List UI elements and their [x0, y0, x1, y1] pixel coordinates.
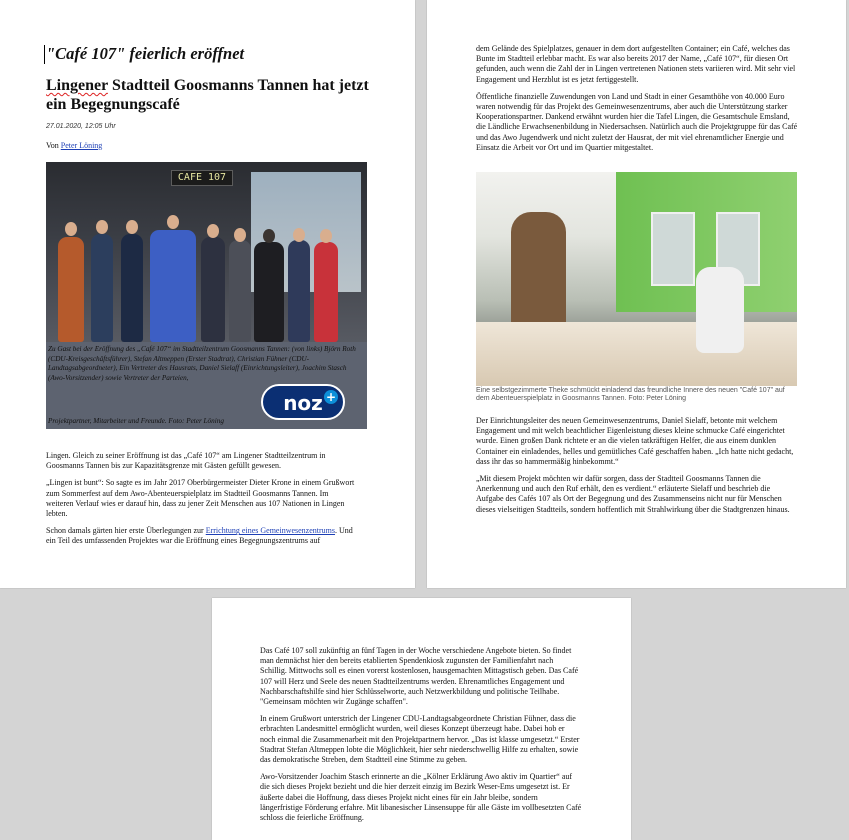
- paragraph: Öffentliche finanzielle Zuwendungen von Land und Stadt in einer Gesamthöhe von 40.000 Euro waren notwendig für das Projekt des Gemeinwesenzentrums, aber auch die Unterstützung starker Kooperationspartner. Dankend erwähnt wurden hier die Tafel Lingen, die Gesamtschule Emsland, die Ländliche Erwachsenenbildung in Niedersachsen. Natürlich auch die Projektgruppe für das Café und das Awo Jugendwerk und nicht zuletzt der Hausrat, der mit viel ehrenamtlicher Energie und Einsatz die Arbeit vor Ort und im Quartier mitgestaltet.: [476, 91, 798, 152]
- author-prefix: Von: [46, 141, 61, 150]
- person-figure: [121, 234, 143, 342]
- article-headline[interactable]: [46, 76, 376, 114]
- paragraph: Das Café 107 soll zukünftig an fünf Tagen in der Woche verschiedene Angebote bieten. So findet man demnächst hier den bereits etablierten Spendenkiosk zugunsten der Familienfahrt nach Schillig. Mittwochs soll es einen vorerst kostenlosen, hausgemachten Mittagstisch geben. Das Café 107 will Herz und Seele des neuen Stadtteilzentrums werden. Ehrenamtliches Engagement und Nachbarschaftshilfe sind hier Schlüsselworte, auch Netzwerkbildung und politische Teilhabe. "Gemeinsam möchten wir Zugänge schaffen".: [260, 646, 579, 707]
- document-page-3: [212, 598, 631, 840]
- person-head: [65, 222, 77, 236]
- photo-caption: Zu Gast bei der Eröffnung des „Café 107“ im Stadtteilzentrum Goosmanns Tannen: (von links) Björn Roth (CDU-Kreisgeschäftsführer), Stefan Altmeppen (Erster Stadtrat), Christian Fühner (CDU-Landtagsabgeordneter), Ein Vertreter des Hausrats, Daniel Sielaff (Einrichtungsleiter), Joachim Stasch (Awo-Vorsitzender) sowie Vertreter der Parteien,: [48, 345, 356, 382]
- noz-logo-text: noz: [283, 391, 323, 415]
- photo-caption-area: [46, 342, 367, 429]
- person-figure: [58, 237, 84, 342]
- text-cursor: [44, 45, 45, 64]
- gemeinwesenzentrum-link[interactable]: Errichtung eines Gemeinwesenzentrums: [205, 526, 336, 536]
- paragraph: Der Einrichtungsleiter des neuen Gemeinwesenzentrums, Daniel Sielaff, betonte mit welchem Engagement und mit welch beachtlicher Eigenleistung dieses kleine schmucke Café eingerichtet wurde. Einen großen Dank richtete er an die vielen tatkräftigen Helfer, die aus einem dunklen Container ein einladendes, helles und gemütliches Café geschaffen haben. „Ich hatte nicht gedacht, dass ihr das so hammermäßig hinbekommt.“: [476, 416, 794, 466]
- person-head: [96, 220, 108, 234]
- paragraph: [46, 526, 358, 546]
- document-page-2: [427, 0, 846, 588]
- person-head: [167, 215, 179, 229]
- paragraph-end: . Und ein Teil des umfassenden Projektes war die Eröffnung eines Begegnungszentrums auf: [46, 526, 353, 546]
- person-figure: [229, 240, 251, 342]
- person-figure: [150, 230, 196, 342]
- person-head: [126, 220, 138, 234]
- headline-rest: Stadtteil Goosmanns Tannen hat jetzt ein Begegnungscafé: [46, 77, 369, 113]
- article-body-page2-bottom: [476, 416, 798, 522]
- article-body-page1: [46, 451, 358, 554]
- person-figure: [288, 240, 310, 342]
- publish-date: 27.01.2020, 12:05 Uhr: [46, 123, 116, 130]
- article-title[interactable]: "Café 107" feierlich eröffnet: [46, 44, 245, 63]
- person-figure: [91, 234, 113, 342]
- person-head: [293, 228, 305, 242]
- paragraph: „Mit diesem Projekt möchten wir dafür sorgen, dass der Stadtteil Goosmanns Tannen die Anerkennung und auch den Ruf erhält, den es verdient.“ erläuterte Sielaff und beschrieb die Aufgabe des Cafés 107 als Ort der Begegnung und des Zusammenseins nicht nur für Menschen dieses vielseitigen Stadtteils, sondern hoffentlich mit Strahlwirkung über die Stadtgrenzen hinaus.: [476, 474, 790, 514]
- photo-counter: [476, 322, 797, 386]
- paragraph: Lingen. Gleich zu seiner Eröffnung ist das „Café 107“ am Lingener Stadtteilzentrum in Goosmanns Tannen bis zur Kapazitätsgrenze mit Gästen gefüllt gewesen.: [46, 451, 326, 471]
- photo-caption: Eine selbstgezimmerte Theke schmückt einladend das freundliche Innere des neuen "Café 107" auf dem Abenteuerspielplatz in Goosmanns Tannen. Foto: Peter Löning: [476, 387, 785, 403]
- author-link[interactable]: Peter Löning: [60, 141, 103, 150]
- person-figure: [201, 237, 225, 342]
- photo-llama-figure: [696, 267, 744, 353]
- document-page-1: [0, 0, 415, 588]
- noz-logo: [261, 384, 345, 420]
- person-figure: [314, 242, 338, 342]
- paragraph: Awo-Vorsitzender Joachim Stasch erinnerte an die „Kölner Erklärung Awo aktiv im Quartier“ auf die sich dieses Projekt bezieht und die hier derzeit einzig im Bezirk Weser-Ems umgesetzt ist. Er äußerte dabei die Hoffnung, dass dieses Projekt nicht eines für ein Jahr bleibe, sondern längerfristige Förderung erfahre. Mit libanesischer Linsensuppe für alle Gäste im vollbesetzten Café schloss die feierliche Eröffnung.: [260, 772, 582, 823]
- plus-icon: +: [325, 390, 337, 404]
- paragraph-start: Schon damals gärten hier erste Überlegungen zur: [46, 526, 206, 536]
- group-photo[interactable]: [46, 162, 367, 429]
- paragraph: dem Gelände des Spielplatzes, genauer in dem dort aufgestellten Container; ein Café, welches das Bunte im Stadtteil erlebbar macht. Es war also bereits 2017 der Name, „Café 107“, für diesen Ort gefunden, auch wenn die Zahl der in Lingen vertretenen Nationen stets variieren wird. Mit sehr viel Engagement und Herzblut ist es jetzt fertiggestellt.: [476, 44, 796, 84]
- person-head: [234, 228, 246, 242]
- cafe-interior-photo[interactable]: [476, 172, 797, 386]
- person-head: [207, 224, 219, 238]
- author-line: [46, 141, 102, 150]
- person-head: [263, 229, 275, 243]
- article-body-page3: [260, 646, 582, 830]
- article-body-page2-top: [476, 44, 798, 160]
- paragraph: In einem Grußwort unterstrich der Lingener CDU-Landtagsabgeordnete Christian Fühner, dass die erbrachten Landesmittel ermöglicht wurden, weil dieses Konzept überzeugt habe. Dabei hob er noch einmal die Zusammenarbeit mit den Projektpartnern hervor. „Das ist klasse umgesetzt.“ Erster Stadtrat Stefan Altmeppen lobte die Möglichkeit, hier sehr niederschwellig Hilfe zu erhalten, sowie das demokratische Streben, dem Stadtteil eine Stimme zu geben.: [260, 714, 580, 765]
- photo-sign: CAFE 107: [171, 170, 233, 186]
- photo-caption-credit: Projektpartner, Mitarbeiter und Freunde. Foto: Peter Löning: [48, 417, 224, 425]
- paragraph: „Lingen ist bunt“: So sagte es im Jahr 2017 Oberbürgermeister Dieter Krone in einem Grußwort zum Sommerfest auf dem Awo-Abenteuerspielplatz im Stadtteil Goosmanns Tannen. Im weiteren Verlauf wies er darauf hin, dass zu jener Zeit Menschen aus 107 Nationen in Lingen lebten.: [46, 478, 355, 519]
- photo-window: [651, 212, 695, 286]
- person-head: [320, 229, 332, 243]
- person-figure: [254, 242, 284, 342]
- spellcheck-word: Lingener: [46, 77, 108, 94]
